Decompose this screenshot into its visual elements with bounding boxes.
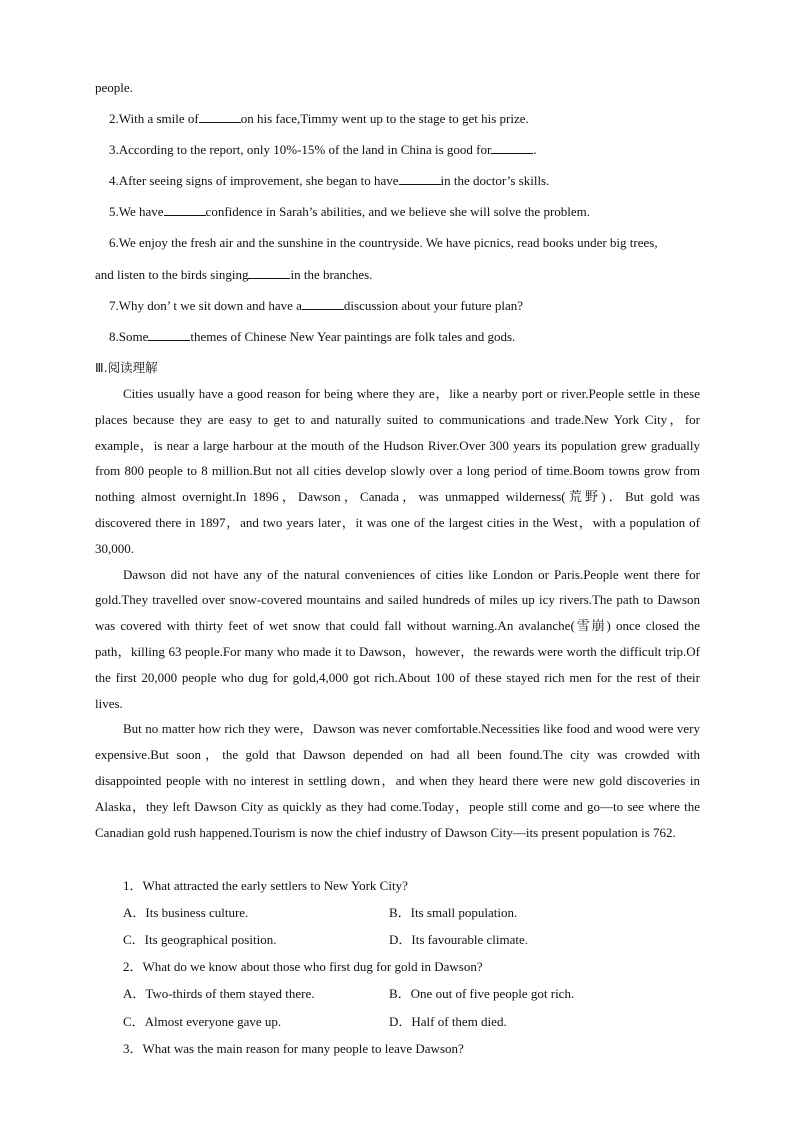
item-number: 5.: [109, 204, 119, 219]
question-1-option-a[interactable]: A．Its business culture.: [123, 905, 249, 920]
answer-blank[interactable]: [164, 203, 206, 216]
item-text-before: Some: [118, 329, 149, 344]
item-text-before: After seeing signs of improvement, she began to have: [118, 173, 399, 188]
question-3-stem: 3．What was the main reason for many people to leave Dawson?: [123, 1041, 464, 1056]
reading-passage: [95, 381, 700, 845]
question-2-option-a[interactable]: A．Two-thirds of them stayed there.: [123, 986, 315, 1001]
question-1-option-d[interactable]: D．Its favourable climate.: [389, 932, 528, 947]
item-text-after: in the doctor’s skills.: [440, 173, 550, 188]
continuation-text: people.: [95, 80, 133, 95]
answer-blank[interactable]: [199, 110, 241, 123]
question-2-option-c[interactable]: C．Almost everyone gave up.: [123, 1014, 282, 1029]
blank-item-4: [109, 172, 549, 190]
question-2-option-d[interactable]: D．Half of them died.: [389, 1014, 507, 1029]
blank-item-5: [109, 203, 590, 221]
section-title: Ⅲ.阅读理解: [95, 360, 158, 375]
item-number: 2.: [109, 111, 119, 126]
answer-blank[interactable]: [399, 172, 441, 185]
blank-item-3: [109, 141, 537, 159]
answer-blank[interactable]: [248, 266, 290, 279]
item-number: 7.: [109, 298, 119, 313]
blank-item-6-line2: [95, 266, 372, 284]
blank-item-8: [109, 328, 515, 346]
question-1-option-c[interactable]: C．Its geographical position.: [123, 932, 277, 947]
answer-blank[interactable]: [148, 328, 190, 341]
question-1-option-b[interactable]: B．Its small population.: [389, 905, 518, 920]
item-text-after: .: [533, 142, 537, 157]
blank-item-7: [109, 297, 523, 315]
answer-blank[interactable]: [491, 141, 533, 154]
blank-item-6-line1: [109, 234, 658, 252]
item-text-after: on his face,Timmy went up to the stage to get his prize.: [240, 111, 529, 126]
item-text-before: With a smile of: [118, 111, 199, 126]
passage-paragraph-3: But no matter how rich they were，Dawson was never comfortable.Necessities like food and wood were very expensive.But soon，the gold that Dawson depended on had all been found.The city was crowded with disappointed people with no interest in settling down，and when they heard there were new gold discoveries in Alaska，they left Dawson City as quickly as they had come.Today，people still come and go—to see where the Canadian gold rush happened.Tourism is now the chief industry of Dawson City—its present population is 762.: [95, 721, 700, 840]
item-number: 8.: [109, 329, 119, 344]
item-text-before: Why don’ t we sit down and have a: [118, 298, 302, 313]
question-2-option-b[interactable]: B．One out of five people got rich.: [389, 986, 575, 1001]
item-number: 4.: [109, 173, 119, 188]
item-text-before: and listen to the birds singing: [95, 267, 249, 282]
item-text-before: We have: [118, 204, 164, 219]
item-text-after: themes of Chinese New Year paintings are folk tales and gods.: [190, 329, 516, 344]
blank-item-2: [109, 110, 529, 128]
item-text-after: discussion about your future plan?: [343, 298, 523, 313]
item-text-after: in the branches.: [290, 267, 373, 282]
question-2-stem: 2．What do we know about those who first dug for gold in Dawson?: [123, 959, 483, 974]
item-number: 3.: [109, 142, 119, 157]
item-number: 6.: [109, 235, 119, 250]
answer-blank[interactable]: [302, 297, 344, 310]
item-text-line1: We enjoy the fresh air and the sunshine in the countryside. We have picnics, read books under big trees,: [118, 235, 658, 250]
passage-paragraph-2: Dawson did not have any of the natural conveniences of cities like London or Paris.People went there for gold.They travelled over snow-covered mountains and sailed hundreds of miles up icy rivers.The path to Dawson was covered with thirty feet of wet snow that could fall without warning.An avalanche(雪崩) once closed the path，killing 63 people.For many who made it to Dawson，however，the rewards were worth the difficult trip.Of the first 20,000 people who dug for gold,4,000 got rich.About 100 of these stayed rich men for the rest of their lives.: [95, 566, 700, 711]
question-1-stem: 1．What attracted the early settlers to New York City?: [123, 878, 408, 893]
item-text-after: confidence in Sarah’s abilities, and we believe she will solve the problem.: [205, 204, 591, 219]
item-text-before: According to the report, only 10%-15% of the land in China is good for: [118, 142, 492, 157]
passage-paragraph-1: Cities usually have a good reason for being where they are，like a nearby port or river.People settle in these places because they are easy to get to and naturally suited to communications and trade.New York City，for example，is near a large harbour at the mouth of the Hudson River.Over 300 years its population grew gradually from 800 people to 8 million.But not all cities develop slowly over a long period of time.Boom towns grow from nothing almost overnight.In 1896，Dawson，Canada，was unmapped wilderness(荒野)．But gold was discovered there in 1897，and two years later，it was one of the largest cities in the West，with a population of 30,000.: [95, 386, 700, 556]
